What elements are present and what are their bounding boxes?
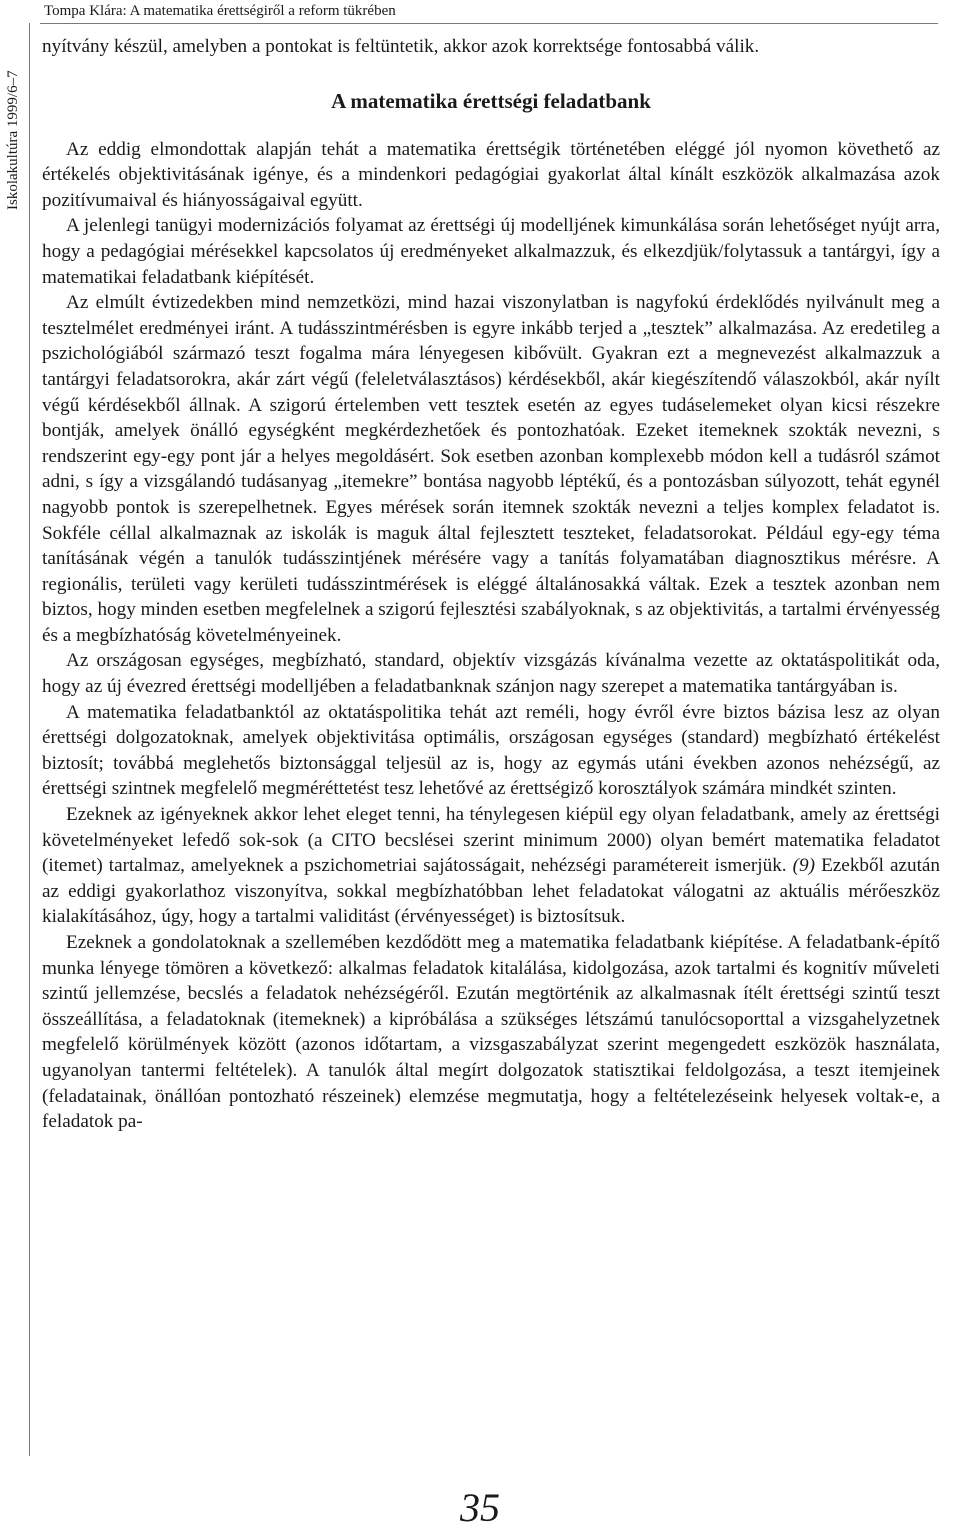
paragraph-6-text-b: Ezekből azután az eddigi gyakorlathoz viszonyítva, sokkal megbízhatóbban lehet feladatokat válogatni az aktuális mérőeszköz kialakításához, úgy, hogy a tartalmi validitást (érvényességet) is biztosítsuk. [42,855,941,928]
header-rule [40,23,938,24]
paragraph-4: Az országosan egységes, megbízható, standard, objektív vizsgázás kívánalma vezette az oktatáspolitikát oda, hogy az új évezred érettségi modelljében a feladatbanknak szánjon nagy szerepet a matematika tantárgyában is. [42,650,940,698]
paragraph-6-text-a: Ezeknek az igényeknek akkor lehet eleget tenni, ha ténylegesen kiépül egy olyan feladatbank, amely az érettségi követelményeket lefedő sok-sok (a CITO becslései szerint minimum 2000) olyan bemért matematika feladatot (itemet) tartalmaz, amelyeknek a pszichometriai sajátosságait, nehézségi paramétereit ismerjük. [42,804,940,877]
journal-side-label: Iskolakultúra 1999/6–7 [5,70,21,210]
article-body [42,34,940,1135]
paragraph-1: Az eddig elmondottak alapján tehát a matematika érettségik történetében eléggé jól nyomon követhető az értékelés objektivitásának igénye, és a mindenkori pedagógiai gyakorlat által kínált eszközök alkalmazása azok pozitívumaival és hiányosságaival együtt. [42,138,940,211]
section-title: A matematika érettségi feladatbank [331,88,651,113]
running-title: Tompa Klára: A matematika érettségiről a reform tükrében [44,3,396,19]
paragraph-2: A jelenlegi tanügyi modernizációs folyamat az érettségi új modelljének kimunkálása során lehetőséget nyújt arra, hogy a pedagógiai mérésekkel kapcsolatos új eredményeket alkalmazzuk, és elkezdjük/folytassuk a tantárgyi, így a matematikai feladatbank kiépítését. [42,215,940,288]
paragraph-7: Ezeknek a gondolatoknak a szellemében kezdődött meg a matematika feladatbank kiépítése. A feladatbank-építő munka lényege tömören a következő: alkalmas feladatok kitalálása, kidolgozása, azok tartalmi és kognitív műveleti szintű jellemzése, becslés a feladatok nehézségéről. Ezután megtörténik az alkalmasnak ítélt érettségi szintű teszt összeállítása, a feladatoknak (itemeknek) a kipróbálása a szükséges létszámú tanulócsoporttal a vizsgahelyzetnek megfelelő körülmények között (azonos időtartam, a vizsgaszabályzat szerint megengedett eszközök használata, ugyanolyan tantermi feltételek). A tanulók által megírt dolgozatok statisztikai feldolgozása, a teszt itemjeinek (feladatainak, önállóan pontozható részeinek) elemzése megmutatja, hogy a feltételezéseink helyesek voltak-e, a feladatok pa- [42,932,940,1133]
margin-rule [29,23,30,1456]
paragraph-5: A matematika feladatbanktól az oktatáspolitika tehát azt reméli, hogy évről évre biztos bázisa lesz az olyan érettségi dolgozatoknak, amelyek objektivitása optimális, országosan egységes (standard) megbízható értékelést biztosít; továbbá meglehetős biztonsággal teljesül az is, hogy az egymás utáni években azonos nehézségű, az érettségi szintnek megfelelő megméréttetést tesz lehetővé az érettségiző korosztályok számára mindkét szinten. [42,701,940,800]
paragraph-3: Az elmúlt évtizedekben mind nemzetközi, mind hazai viszonylatban is nagyfokú érdeklődés nyilvánult meg a tesztelmélet eredményei iránt. A tudásszintmérésben is egyre inkább terjed a „tesztek” alkalmazása. Az eredetileg a pszichológiából származó teszt fogalma mára lényegesen kibővült. Gyakran ezt a megnevezést alkalmazzuk a tantárgyi feladatsorokra, akár zárt végű (feleletválasztásos) kérdésekből, akár kiegészítendő válaszokból, akár nyílt végű kérdésekből állnak. A szigorú értelemben vett tesztek esetén az egyes tudáselemeket olyan kicsi részekre bontják, amelyek önálló egységként megkérdezhetőek és pontozhatóak. Ezeket itemeknek szokták nevezni, s rendszerint egy-egy pont jár a helyes megoldásért. Sok esetben azonban komplexebb módon kell a tudásról számot adni, s így a vizsgálandó tudásanyag „itemekre” bontása nagyobb léptékű, és a pontozásban súlyozott, tehát egynél nagyobb pontok is szerepelhetnek. Egyes mérések során itemnek szokták nevezni a teljes komplex feladatot is. Sokféle céllal alkalmaznak az iskolák is maguk által fejlesztett teszteket, feladatsorokat. Például egy-egy téma tanításának végén a tanulók tudásszintjének mérésére vagy a tanítás folyamatában diagnosztikus mérésre. A regionális, területi vagy kerületi tudásszintmérések is eléggé általánosakká váltak. Ezek a tesztek azonban nem biztos, hogy minden esetben megfelelnek a szigorú fejlesztési szabályoknak, s az objektivitás, a tartalmi érvényesség és a megbízhatóság követelményeinek. [42,292,940,646]
paragraph-6 [42,802,940,930]
reference-marker: (9) [792,855,816,877]
page-number: 35 [460,1485,500,1530]
continued-paragraph: nyítvány készül, amelyben a pontokat is feltüntetik, akkor azok korrektsége fontosabbá válik. [42,36,760,57]
